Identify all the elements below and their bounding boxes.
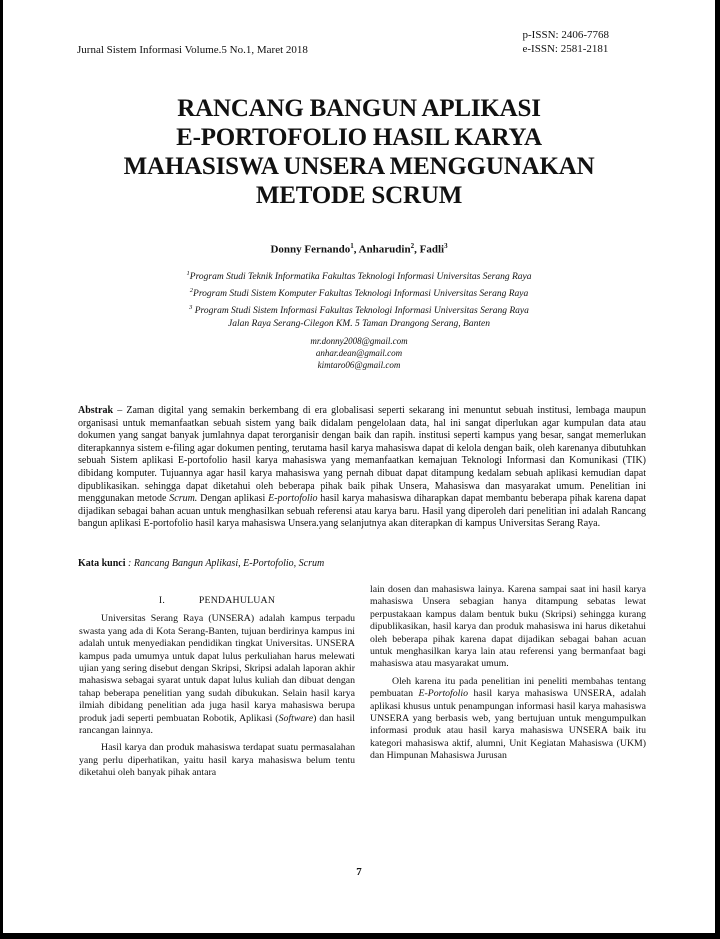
affiliations xyxy=(3,267,715,331)
pissn: p-ISSN: 2406-7768 xyxy=(522,29,609,41)
email: kimtaro06@gmail.com xyxy=(317,360,401,370)
author-name: Fadli xyxy=(419,243,445,256)
page-number: 7 xyxy=(356,866,362,878)
author-name: Anharudin xyxy=(358,243,411,256)
email: anhar.dean@gmail.com xyxy=(315,348,403,358)
author-sup: 3 xyxy=(444,242,448,250)
journal-header: Jurnal Sistem Informasi Volume.5 No.1, Maret 2018 xyxy=(77,44,308,56)
eissn: e-ISSN: 2581-2181 xyxy=(522,43,609,55)
left-column xyxy=(79,595,355,780)
paper-title xyxy=(3,94,715,210)
title-line: RANCANG BANGUN APLIKASI xyxy=(177,95,541,122)
author-sup: 1 xyxy=(350,242,354,250)
author-name: Donny Fernando xyxy=(270,243,351,256)
paragraph: lain dosen dan mahasiswa lainya. Karena sampai saat ini hasil karya mahasiswa Unsera sebagian hanya ditampung sebatas lewat perpustakaan kampus dalam bentuk buku (Skripsi) sehingga kurang dipublikasikan, hasil karya dan produk mahasiswa ini harus diketahui oleh beberapa pihak karena dapat dijadikan sebagai bahan acuan untuk menghasilkan karya lain atau referensi yang bermanfaat bagi mahasiswa atau masyarakat umum. xyxy=(370,584,646,670)
right-column xyxy=(370,584,646,763)
title-line: MAHASISWA UNSERA MENGGUNAKAN xyxy=(123,153,595,180)
affiliation: $^1$Program Studi Teknik Informatika Fakultas Teknologi Informasi Universitas Serang Raya xyxy=(186,270,532,283)
affiliation: $^2$Program Studi Sistem Komputer Fakultas Teknologi Informasi Universitas Serang Raya xyxy=(189,287,529,300)
paper-page xyxy=(3,0,715,933)
author-list: Donny Fernando$^1$, Anharudin$^2$, Fadli$^3$ xyxy=(270,242,448,256)
author-sup: 2 xyxy=(410,242,415,250)
email-list xyxy=(3,335,715,371)
paragraph: Oleh karena itu pada penelitian ini peneliti membahas tentang pembuatan E-Portofolio hasil karya mahasiswa UNSERA, adalah aplikasi khusus untuk penampungan informasi hasil karya mahasiswa UNSERA yang berbasis web, yang bertujuan untuk mengumpulkan informasi produk atau hasil karya mahasiswa UNSERA baik itu kategori mahasiswa aktif, alumni, Unit Kegiatan Mahasiswa (UKM) dan Himpunan Mahasiswa Jurusan xyxy=(370,675,647,762)
title-line: METODE SCRUM xyxy=(255,182,463,209)
section-title: PENDAHULUAN xyxy=(198,595,276,606)
paragraph: Universitas Serang Raya (UNSERA) adalah kampus terpadu swasta yang ada di Kota Serang-Banten, tujuan berdirinya kampus ini adalah untuk menyediakan pendidikan tingkat Universitas. UNSERA kampus pada umumya untuk dapat lulus perkuliahan harus melewati ujian yang sering disebut dengan Skripsi, Skripsi adalah laporan akhir mahasiswa sebagai syarat untuk dapat lulus kuliah dan dibuat dengan tahap beberapa penelitian yang sudah dibukukan. Selain hasil karya ilmiah dibidang penelitian ada juga hasil karya mahasiswa berupa produk jadi seperti pembuatan Robotik, Aplikasi (Software) dan hasil rancangan lainnya. xyxy=(79,613,356,737)
keywords xyxy=(78,558,646,570)
section-number: I. xyxy=(158,595,166,606)
keywords-text: : Rancang Bangun Aplikasi, E-Portofolio, Scrum xyxy=(125,558,325,569)
email: mr.donny2008@gmail.com xyxy=(310,336,408,346)
affiliation: $^3$ Program Studi Sistem Informasi Fakultas Teknologi Informasi Universitas Serang Raya xyxy=(189,304,529,317)
keywords-label: Kata kunci xyxy=(78,558,126,569)
abstract-label: Abstrak xyxy=(78,405,114,416)
issn-block xyxy=(523,28,609,56)
abstract: Abstrak – Zaman digital yang semakin berkembang di era globalisasi seperti sekarang ini menuntut sebuah institusi, lembaga maupun organisasi untuk memanfaatkan sebuah sistem yang baik didalam pengelolaan data, hal ini sangat diperlukan agar kumpulan data atau dokumen yang sangat banyak jumlahnya dapat terorganisir dengan baik dan rapih. institusi seperti kampus yang besar, sangat memerlukan diterapkannya sistem e-filing agar dokumen penting, terutama hasil karya mahasiswa dapat di kelola dengan baik, oleh karenanya dibutuhkan sebuah Sistem aplikasi E-portofolio hasil karya mahasiswa yang memanfaatkan kemajuan Teknologi Informasi dan Komunikasi (TIK) dibidang komputer. Tujuannya agar hasil karya mahasiswa yang pernah dibuat dapat ditampung kedalam sebuah aplikasi kemudian dapat dipublikasikan. sehingga dapat diketahui oleh beberapa pihak baik pihak Unsera, Mahasiswa dan masyarakat umum. Penelitian ini menggunakan metode Scrum. Dengan aplikasi E-portofolio hasil karya mahasiswa diharapkan dapat membantu beberapa pihak karena dapat dijadikan sebagai bahan acuan untuk menghasilkan sebuah referensi atau karya baru. Hasil yang diperoleh dari penelitian ini adalah Rancang bangun aplikasi E-portofolio hasil karya mahasiswa Unsera.yang selanjutnya akan diterapkan di kampus Universitas Serang Raya. xyxy=(78,405,646,530)
section-heading xyxy=(79,595,355,607)
title-line: E-PORTOFOLIO HASIL KARYA xyxy=(176,124,542,151)
address: Jalan Raya Serang-Cilegon KM. 5 Taman Drangong Serang, Banten xyxy=(228,319,490,330)
paragraph: Hasil karya dan produk mahasiswa terdapat suatu permasalahan yang perlu diperhatikan, yaitu hasil karya mahasiswa belum tentu diketahui oleh banyak pihak antara xyxy=(79,742,355,779)
